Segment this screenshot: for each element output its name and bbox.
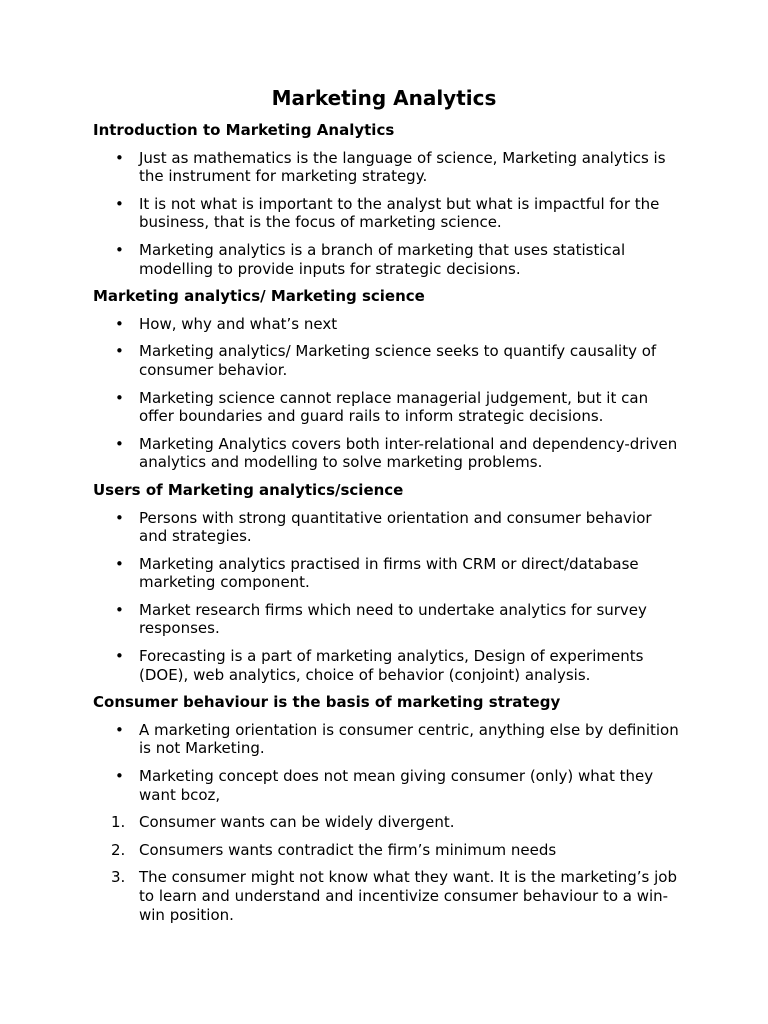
list-item-text: Marketing analytics is a branch of marketing that uses statistical modelling to provide inputs for strategic decisions. (139, 240, 626, 278)
list-item (93, 555, 679, 592)
section-heading: Consumer behaviour is the basis of marketing strategy (93, 693, 561, 712)
list-item-text: Just as mathematics is the language of science, Marketing analytics is the instrument for marketing strategy. (139, 148, 666, 186)
bullet-marker: • (115, 767, 124, 786)
bullet-marker: • (115, 388, 124, 407)
list-item (93, 647, 679, 684)
section-introduction (93, 121, 693, 278)
section-marketing-science (93, 287, 693, 472)
bullet-marker: • (115, 508, 124, 527)
bullet-marker: • (115, 194, 124, 213)
list-item-text: Consumer wants can be widely divergent. (139, 813, 455, 832)
section-heading: Introduction to Marketing Analytics (93, 121, 395, 139)
list-item (93, 721, 679, 758)
list-item (93, 601, 679, 638)
list-item (93, 241, 679, 278)
bullet-marker: • (115, 600, 124, 619)
list-item-text: Marketing analytics/ Marketing science seeks to quantify causality of consumer behavior. (139, 342, 657, 379)
bullet-marker: • (115, 240, 124, 259)
list-item (93, 435, 679, 472)
list-item-text: It is not what is important to the analyst but what is impactful for the business, that is the focus of marketing science. (139, 194, 660, 232)
list-item-text: How, why and what’s next (139, 314, 338, 333)
bullet-marker: • (115, 647, 124, 666)
bullet-marker: • (115, 342, 124, 361)
numbered-item (93, 868, 679, 924)
section-heading: Marketing analytics/ Marketing science (93, 287, 425, 306)
bullet-marker: • (115, 148, 124, 167)
bullet-marker: • (115, 314, 124, 333)
section-users (93, 481, 693, 684)
list-item-text: Forecasting is a part of marketing analytics, Design of experiments (DOE), web analytics, choice of behavior (conjoint) analysis. (139, 647, 644, 684)
list-item-text: Marketing science cannot replace managerial judgement, but it can offer boundaries and guard rails to inform strategic decisions. (139, 388, 649, 426)
list-item-text: A marketing orientation is consumer centric, anything else by definition is not Marketing. (139, 720, 679, 758)
document-body (93, 121, 693, 933)
number-marker: 2. (111, 840, 126, 859)
list-item-text: Marketing Analytics covers both inter-relational and dependency-driven analytics and modelling to solve marketing problems. (139, 434, 678, 472)
list-item (93, 342, 679, 379)
list-item (93, 315, 679, 334)
list-item-text: Persons with strong quantitative orientation and consumer behavior and strategies. (139, 508, 652, 546)
bullet-marker: • (115, 720, 124, 739)
list-item (93, 149, 679, 186)
document-title: Marketing Analytics (271, 86, 497, 110)
list-item (93, 389, 679, 426)
list-item-text: Marketing concept does not mean giving consumer (only) what they want bcoz, (139, 767, 654, 804)
number-marker: 3. (111, 868, 126, 887)
list-item (93, 195, 679, 232)
list-item-text: Market research firms which need to undertake analytics for survey responses. (139, 600, 647, 638)
number-marker: 1. (111, 813, 126, 832)
list-item (93, 509, 679, 546)
list-item-text: Marketing analytics practised in firms with CRM or direct/database marketing component. (139, 554, 639, 592)
numbered-item (93, 841, 679, 860)
section-consumer-behaviour (93, 693, 693, 924)
bullet-marker: • (115, 554, 124, 573)
list-item-text: The consumer might not know what they want. It is the marketing’s job to learn and understand and incentivize consumer behaviour to a win-win position. (139, 868, 678, 924)
section-heading: Users of Marketing analytics/science (93, 480, 404, 499)
bullet-marker: • (115, 434, 124, 453)
numbered-item (93, 813, 679, 832)
list-item-text: Consumers wants contradict the firm’s minimum needs (139, 840, 557, 859)
list-item (93, 767, 679, 804)
